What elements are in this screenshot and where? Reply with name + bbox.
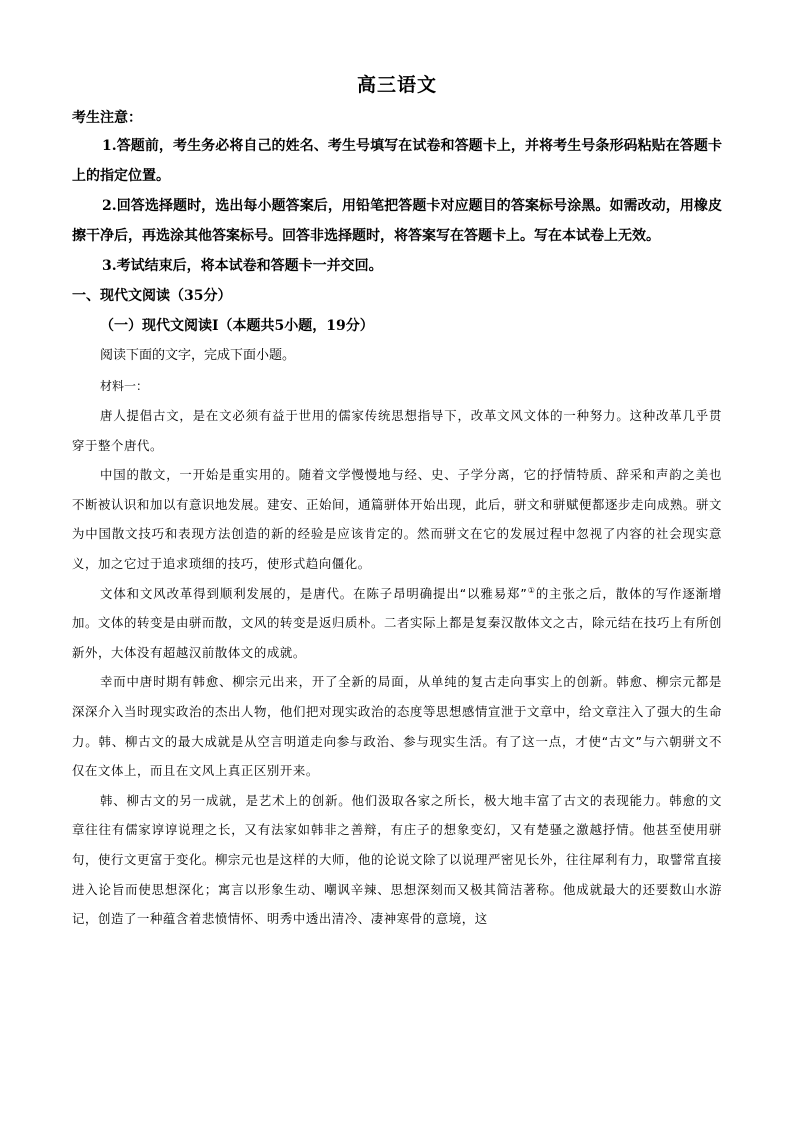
paragraph-3 [72,579,722,668]
paragraph-3-text-start: 文体和文风改革得到顺利发展的，是唐代。在陈子昂明确提出“以雅易郑” [100,585,528,601]
section-heading: 一、现代文阅读（35分） [72,288,232,304]
notice-item-3: 3.考试结束后，将本试卷和答题卡一并交回。 [102,258,383,274]
notice-heading: 考生注意： [72,110,142,126]
notice-item-2: 2.回答选择题时，选出每小题答案后，用铅笔把答题卡对应题目的答案标号涂黑。如需改动，用橡皮擦干净后，再选涂其他答案标号。回答非选择题时，将答案写在答题卡上。写在本试卷上无效。 [72,198,722,244]
material-label: 材料一： [100,379,149,393]
page-title: 高三语文 [356,74,437,96]
page-content [72,105,722,934]
paragraph-5: 韩、柳古文的另一成就，是艺术上的创新。他们汲取各家之所长，极大地丰富了古文的表现能力。韩愈的文章往往有儒家谆谆说理之长，又有法家如韩非之善辩，有庄子的想象变幻，又有楚骚之激越抒情。他甚至使用骈句，使行文更富于变化。柳宗元也是这样的大师，他的论说文除了以说理严密见长外，往往犀利有力，取譬常直接进入论旨而使思想深化；寓言以形象生动、嘲讽辛辣、思想深刻而又极其简洁著称。他成就最大的还要数山水游记，创造了一种蕴含着悲愤情怀、明秀中透出清冷、凄神寒骨的意境，这 [72,792,722,927]
subsection-heading: （一）现代文阅读Ⅰ（本题共5小题，19分） [100,318,374,334]
reading-instruction: 阅读下面的文字，完成下面小题。 [100,348,296,363]
paragraph-2: 中国的散文，一开始是重实用的。随着文学慢慢地与经、史、子学分离，它的抒情特质、辞采和声韵之美也不断被认识和加以有意识地发展。建安、正始间，通篇骈体开始出现，此后，骈文和骈赋便都逐步走向成熟。骈文为中国散文技巧和表现方法创造的新的经验是应该肯定的。然而骈文在它的发展过程中忽视了内容的社会现实意义，加之它过于追求琐细的技巧，使形式趋向僵化。 [72,467,722,571]
paragraph-1: 唐人提倡古文，是在文必须有益于世用的儒家传统思想指导下，改革文风文体的一种努力。这种改革几乎贯穿于整个唐代。 [72,408,722,453]
paragraph-3-text-end: 的主张之后，散体的写作逐渐增加。文体的转变是由骈而散，文风的转变是返归质朴。二者实际上都是复秦汉散体文之古，除元结在技巧上有所创新外，大体没有超越汉前散体文的成就。 [72,585,722,660]
notice-item-1: 1.答题前，考生务必将自己的姓名、考生号填写在试卷和答题卡上，并将考生号条形码粘贴在答题卡上的指定位置。 [72,138,722,184]
footnote-marker: ① [527,585,536,595]
paragraph-4: 幸而中唐时期有韩愈、柳宗元出来，开了全新的局面，从单纯的复古走向事实上的创新。韩愈、柳宗元都是深深介入当时现实政治的杰出人物，他们把对现实政治的态度等思想感情宣泄于文章中，给文章注入了强大的生命力。韩、柳古文的最大成就是从空言明道走向参与政治、参与现实生活。有了这一点，才使“古文”与六朝骈文不仅在文体上，而且在文风上真正区别开来。 [72,674,722,779]
